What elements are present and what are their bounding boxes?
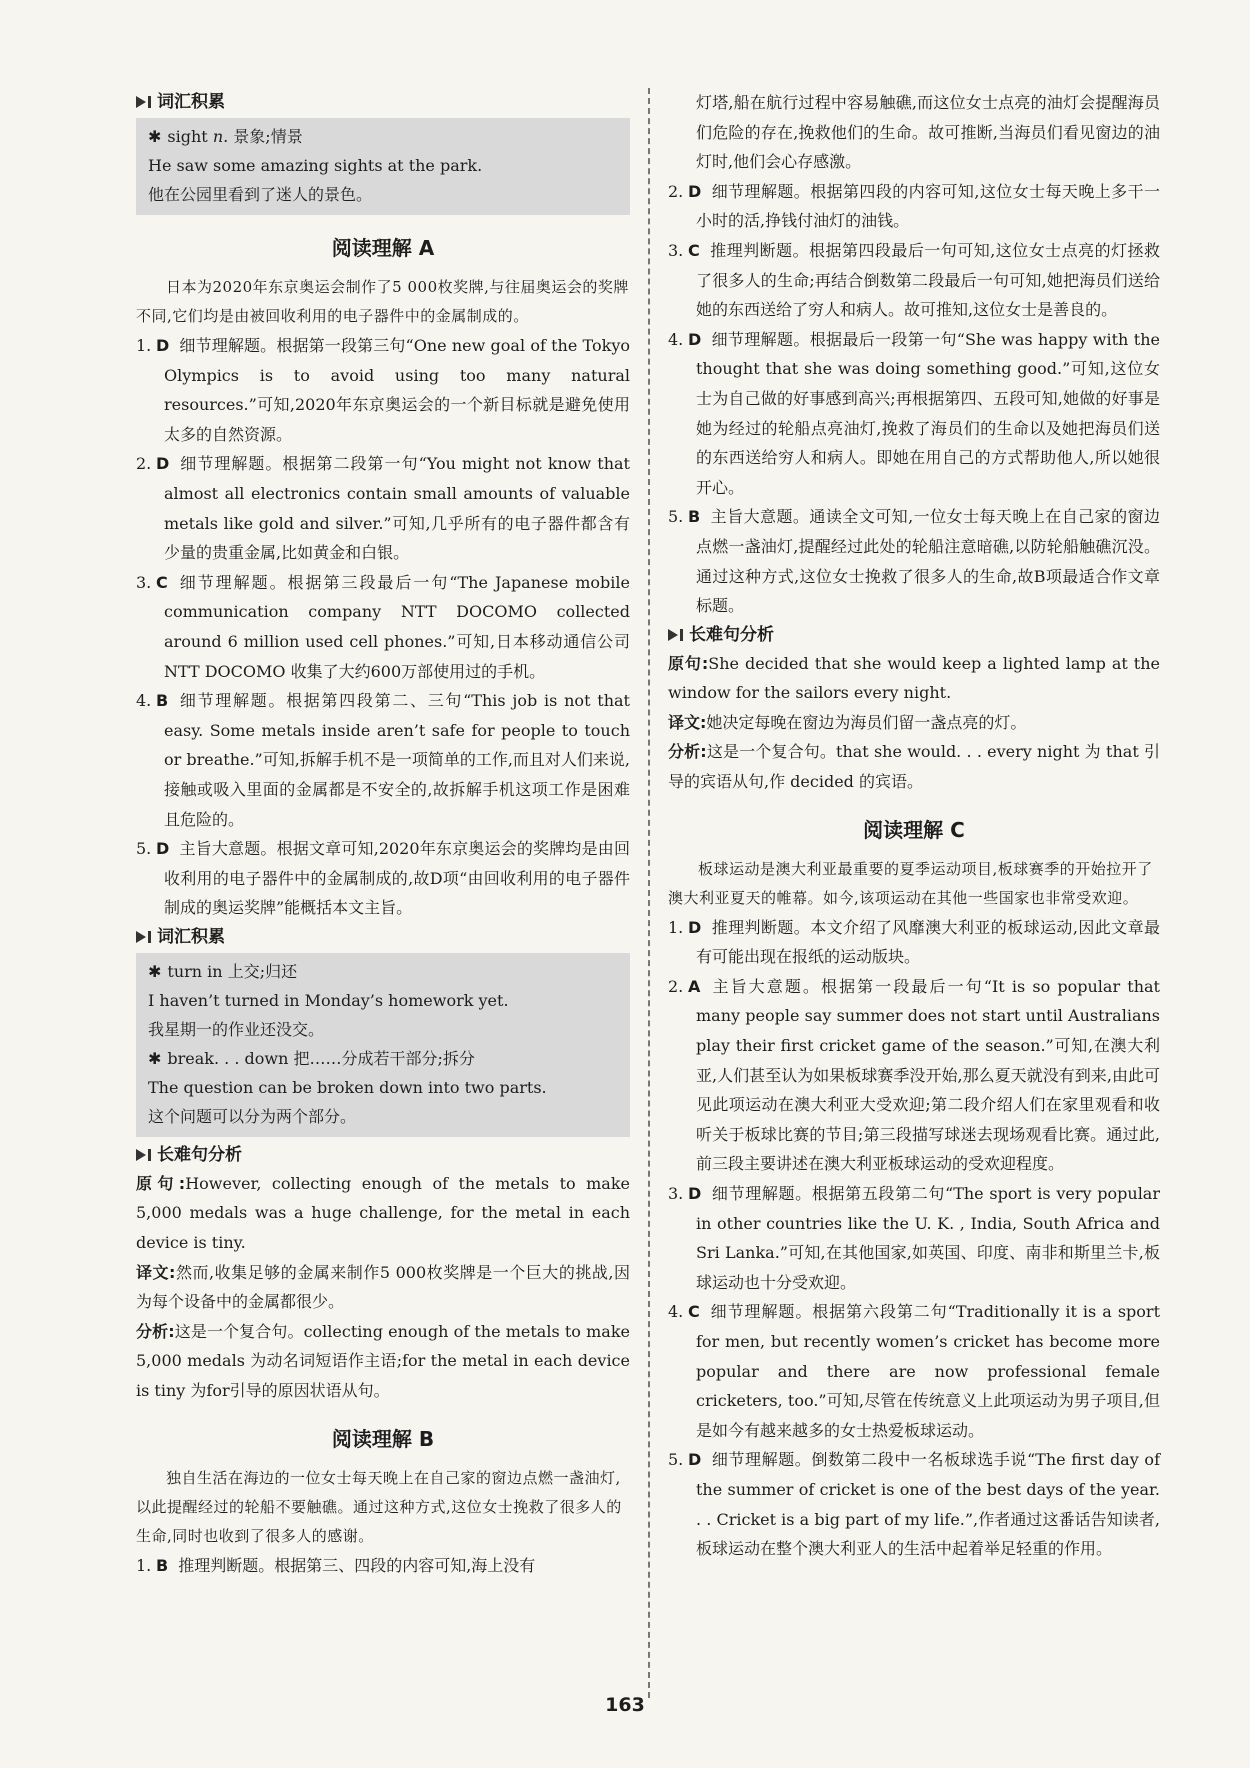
continued-text: 灯塔,船在航行过程中容易触礁,而这位女士点亮的油灯会提醒海员们危险的存在,挽救他们的生命。故可推断,当海员们看见窗边的油灯时,他们会心存感激。 (696, 93, 1160, 172)
passage-summary-b: 独自生活在海边的一位女士每天晚上在自己家的窗边点燃一盏油灯,以此提醒经过的轮船不要触礁。通过这种方式,这位女士挽救了很多人的生命,同时也收到了很多人的感谢。 (136, 1468, 622, 1545)
vocab-example-zh: 他在公园里看到了迷人的景色。 (148, 185, 373, 204)
bar-icon (148, 96, 151, 108)
vocab-entry: ✱ break. . . down 把……分成若干部分;拆分 (148, 1048, 475, 1068)
original-sentence: 原句:She decided that she would keep a lighted lamp at the window for the sailors every night. (668, 653, 1160, 703)
triangle-icon (136, 96, 146, 108)
column-divider (648, 88, 650, 1698)
vocab-box-2 (136, 953, 630, 1137)
answer-item: 5. B 主旨大意题。通读全文可知,一位女士每天晚上在自己家的窗边点燃一盏油灯,提醒经过此处的轮船注意暗礁,以防轮船触礁沉没。通过这种方式,这位女士挽救了很多人的生命,故B项最适合作文章标题。 (668, 507, 1160, 616)
answer-item: 1. D 推理判断题。本文介绍了风靡澳大利亚的板球运动,因此文章最有可能出现在报纸的运动版块。 (668, 917, 1160, 967)
vocab-entry: ✱ turn in 上交;归还 (148, 961, 298, 981)
analysis: 分析:这是一个复合句。collecting enough of the metals to make 5,000 medals 为动名词短语作主语;for the metal in each device is tiny 为for引导的原因状语从句。 (136, 1321, 630, 1401)
answer-item: 4. D 细节理解题。根据最后一段第一句“She was happy with the thought that she was doing something good.”可知,这位女士为自己做的好事感到高兴;再根据第四、五段可知,她做的好事是她为经过的轮船点亮油灯,挽救了海员们的生命以及她把海员们送的东西送给穷人和病人。即她在用自己的方式帮助他人,所以她很开心。 (668, 329, 1160, 497)
sentence-heading-2: 长难句分析 (668, 621, 1160, 649)
answer-item: 2. A 主旨大意题。根据第一段最后一句“It is so popular that many people say summer does not start until Australians play their first cricket game of the season.”可知,在澳大利亚,人们甚至认为如果板球赛季没开始,那么夏天就没有到来,由此可见此项运动在澳大利亚大受欢迎;第二段介绍人们在家里观看和收听关于板球比赛的节目;第三段描写球迷去现场观看比赛。通过此,前三段主要讲述在澳大利亚板球运动的受欢迎程度。 (668, 976, 1160, 1174)
triangle-icon (136, 1149, 146, 1161)
answer-list-c (668, 913, 1160, 1564)
original-sentence: 原句:However, collecting enough of the metals to make 5,000 medals was a huge challenge, for the metal in each device is tiny. (136, 1173, 630, 1253)
answer-item: 1. D 细节理解题。根据第一段第三句“One new goal of the Tokyo Olympics is to avoid using too many natural resources.”可知,2020年东京奥运会的一个新目标就是避免使用太多的自然资源。 (136, 336, 630, 444)
star-icon: ✱ (148, 1048, 162, 1068)
translation: 译文:然而,收集足够的金属来制作5 000枚奖牌是一个巨大的挑战,因为每个设备中的金属都很少。 (136, 1262, 630, 1312)
triangle-icon (136, 931, 146, 943)
answer-item: 3. C 推理判断题。根据第四段最后一句可知,这位女士点亮的灯拯救了很多人的生命;再结合倒数第二段最后一句可知,她把海员们送给她的东西送给了穷人和病人。故可推知,这位女士是善良的。 (668, 240, 1160, 320)
passage-summary-c: 板球运动是澳大利亚最重要的夏季运动项目,板球赛季的开始拉开了澳大利亚夏天的帷幕。如今,该项运动在其他一些国家也非常受欢迎。 (668, 859, 1153, 907)
page-number: 163 (605, 1694, 645, 1716)
vocab-example-zh: 我星期一的作业还没交。 (148, 1019, 325, 1039)
answer-item: 5. D 细节理解题。倒数第二段中一名板球选手说“The first day of the summer of cricket is one of the best days of the year. . . Cricket is a big part of my life.”,作者通过这番话告知读者,板球运动在整个澳大利亚人的生活中起着举足轻重的作用。 (668, 1450, 1160, 1559)
passage-title-b: 阅读理解 B (331, 1426, 435, 1451)
answer-item: 5. D 主旨大意题。根据文章可知,2020年东京奥运会的奖牌均是由回收利用的电子器件中的金属制成的,故D项“由回收利用的电子器件制成的奥运奖牌”能概括本文主旨。 (136, 839, 630, 918)
star-icon: ✱ (148, 961, 162, 981)
answer-list-b (668, 177, 1160, 621)
star-icon: ✱ (148, 127, 162, 146)
answer-item: 1. B 推理判断题。根据第三、四段的内容可知,海上没有 (136, 1555, 536, 1575)
answer-item: 3. C 细节理解题。根据第三段最后一句“The Japanese mobile communication company NTT DOCOMO collected around 6 million used cell phones.”可知,日本移动通信公司 NTT DOCOMO 收集了大约600万部使用过的手机。 (136, 572, 630, 681)
triangle-icon (668, 629, 678, 641)
answer-item: 3. D 细节理解题。根据第五段第二句“The sport is very popular in other countries like the U. K. , India, South Africa and Sri Lanka.”可知,在其他国家,如英国、印度、南非和斯里兰卡,板球运动也十分受欢迎。 (668, 1184, 1160, 1292)
analysis: 分析:这是一个复合句。that she would. . . every night 为 that 引导的宾语从句,作 decided 的宾语。 (668, 742, 1160, 792)
vocab-entry: ✱ sight n. 景象;情景 (148, 127, 303, 146)
passage-title-c: 阅读理解 C (863, 817, 965, 842)
vocab-heading-2: 词汇积累 (136, 923, 630, 951)
vocab-heading-1: 词汇积累 (136, 88, 630, 116)
bar-icon (148, 931, 151, 943)
vocab-example-en: I haven’t turned in Monday’s homework yet. (148, 990, 509, 1010)
answer-item: 2. D 细节理解题。根据第二段第一句“You might not know that almost all electronics contain small amounts of valuable metals like gold and silver.”可知,几乎所有的电子器件都含有少量的贵重金属,比如黄金和白银。 (136, 454, 630, 563)
bar-icon (148, 1149, 151, 1161)
vocab-example-en: The question can be broken down into two parts. (148, 1077, 547, 1097)
vocab-example-zh: 这个问题可以分为两个部分。 (148, 1106, 357, 1126)
passage-summary-a: 日本为2020年东京奥运会制作了5 000枚奖牌,与往届奥运会的奖牌不同,它们均是由被回收利用的电子器件中的金属制成的。 (136, 278, 629, 325)
answer-item: 2. D 细节理解题。根据第四段的内容可知,这位女士每天晚上多干一小时的活,挣钱付油灯的油钱。 (668, 181, 1160, 231)
bar-icon (680, 629, 683, 641)
vocab-example-en: He saw some amazing sights at the park. (148, 156, 483, 175)
sentence-heading-1: 长难句分析 (136, 1141, 630, 1169)
answer-item: 4. B 细节理解题。根据第四段第二、三句“This job is not that easy. Some metals inside aren’t safe for people to touch or breathe.”可知,拆解手机不是一项简单的工作,而且对人们来说,接触或吸入里面的金属都是不安全的,故拆解手机这项工作是困难且危险的。 (136, 691, 630, 829)
translation: 译文:她决定每晚在窗边为海员们留一盏点亮的灯。 (668, 712, 1027, 732)
left-column (136, 88, 630, 1580)
answer-list-a (136, 331, 630, 923)
passage-title-a: 阅读理解 A (331, 236, 435, 260)
vocab-box-1 (136, 118, 630, 215)
answer-item: 4. C 细节理解题。根据第六段第二句“Traditionally it is a sport for men, but recently women’s cricket has become more popular and there are now professional female cricketers, too.”可知,尽管在传统意义上此项运动为男子项目,但是如今有越来越多的女士热爱板球运动。 (668, 1302, 1160, 1440)
right-column (668, 88, 1160, 1564)
